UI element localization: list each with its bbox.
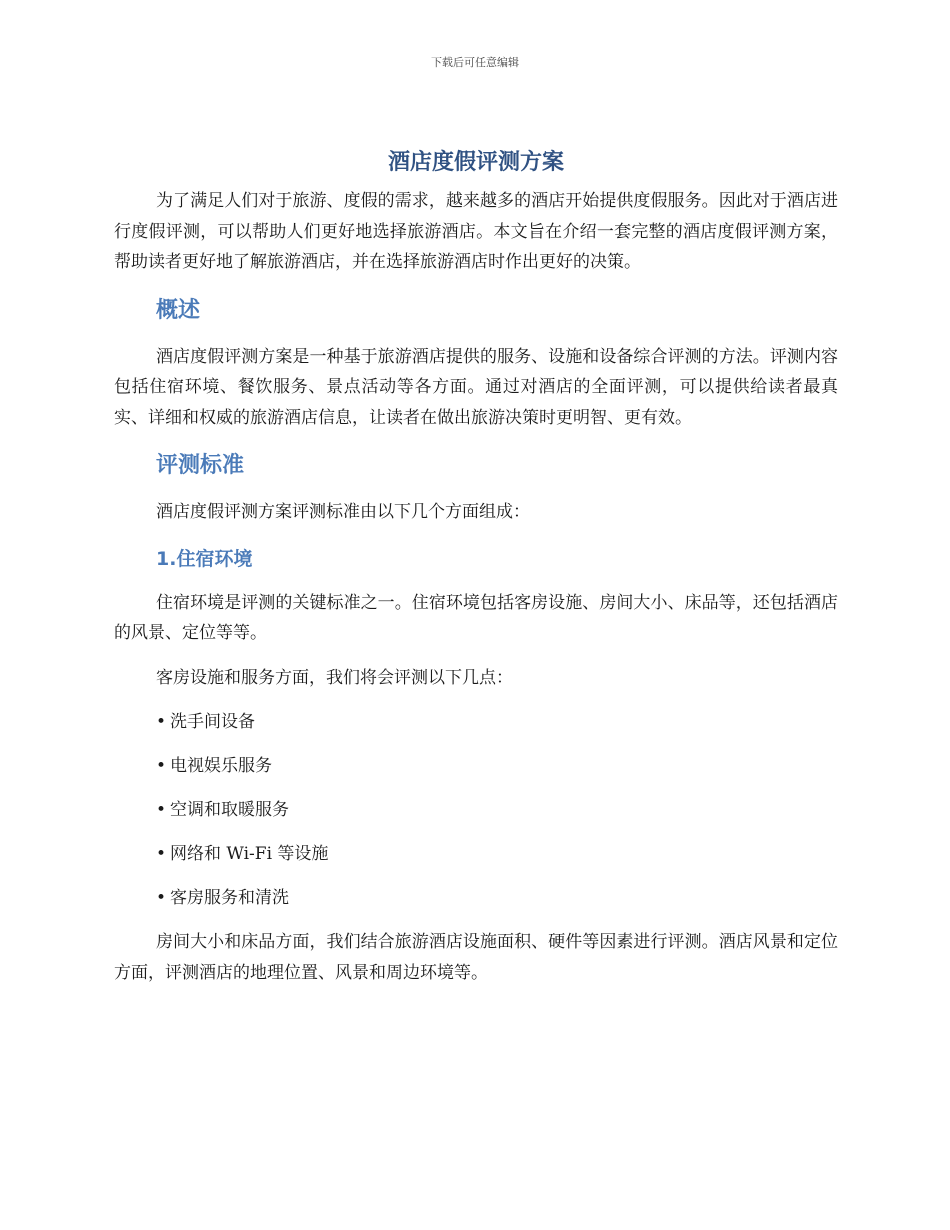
page-header-note: 下载后可任意编辑 — [431, 56, 519, 69]
bullet-marker: • — [156, 888, 167, 908]
bullet-marker: • — [156, 712, 167, 732]
lodging-paragraph-1: 住宿环境是评测的关键标准之一。住宿环境包括客房设施、房间大小、床品等，还包括酒店的风景、定位等等。 — [114, 592, 838, 643]
list-item — [156, 707, 838, 737]
lodging-paragraph-3: 房间大小和床品方面，我们结合旅游酒店设施面积、硬件等因素进行评测。酒店风景和定位方面，评测酒店的地理位置、风景和周边环境等。 — [114, 932, 838, 983]
list-item — [156, 751, 838, 781]
list-item-text: 电视娱乐服务 — [170, 756, 273, 776]
document-body — [114, 146, 838, 988]
section-heading-overview: 概述 — [156, 297, 201, 323]
bullet-marker: • — [156, 800, 167, 820]
lodging-paragraph-2: 客房设施和服务方面，我们将会评测以下几点： — [156, 667, 513, 688]
bullet-marker: • — [156, 844, 167, 864]
document-title: 酒店度假评测方案 — [387, 150, 564, 175]
subsection-heading-lodging: 1.住宿环境 — [156, 547, 253, 570]
list-item — [156, 839, 838, 869]
list-item-text: 空调和取暖服务 — [170, 800, 290, 820]
list-item-text: 网络和 Wi-Fi 等设施 — [170, 844, 329, 864]
intro-paragraph: 为了满足人们对于旅游、度假的需求，越来越多的酒店开始提供度假服务。因此对于酒店进行度假评测，可以帮助人们更好地选择旅游酒店。本文旨在介绍一套完整的酒店度假评测方案，帮助读者更好地了解旅游酒店，并在选择旅游酒店时作出更好的决策。 — [114, 191, 838, 272]
section-heading-criteria: 评测标准 — [156, 453, 245, 478]
criteria-paragraph: 酒店度假评测方案评测标准由以下几个方面组成： — [156, 502, 530, 522]
list-item — [156, 795, 838, 825]
list-item — [156, 883, 838, 913]
list-item-text: 洗手间设备 — [170, 712, 256, 732]
list-item-text: 客房服务和清洗 — [170, 888, 290, 908]
bullet-marker: • — [156, 756, 167, 776]
overview-paragraph: 酒店度假评测方案是一种基于旅游酒店提供的服务、设施和设备综合评测的方法。评测内容包括住宿环境、餐饮服务、景点活动等各方面。通过对酒店的全面评测，可以提供给读者最真实、详细和权威的旅游酒店信息，让读者在做出旅游决策时更明智、更有效。 — [114, 346, 838, 428]
